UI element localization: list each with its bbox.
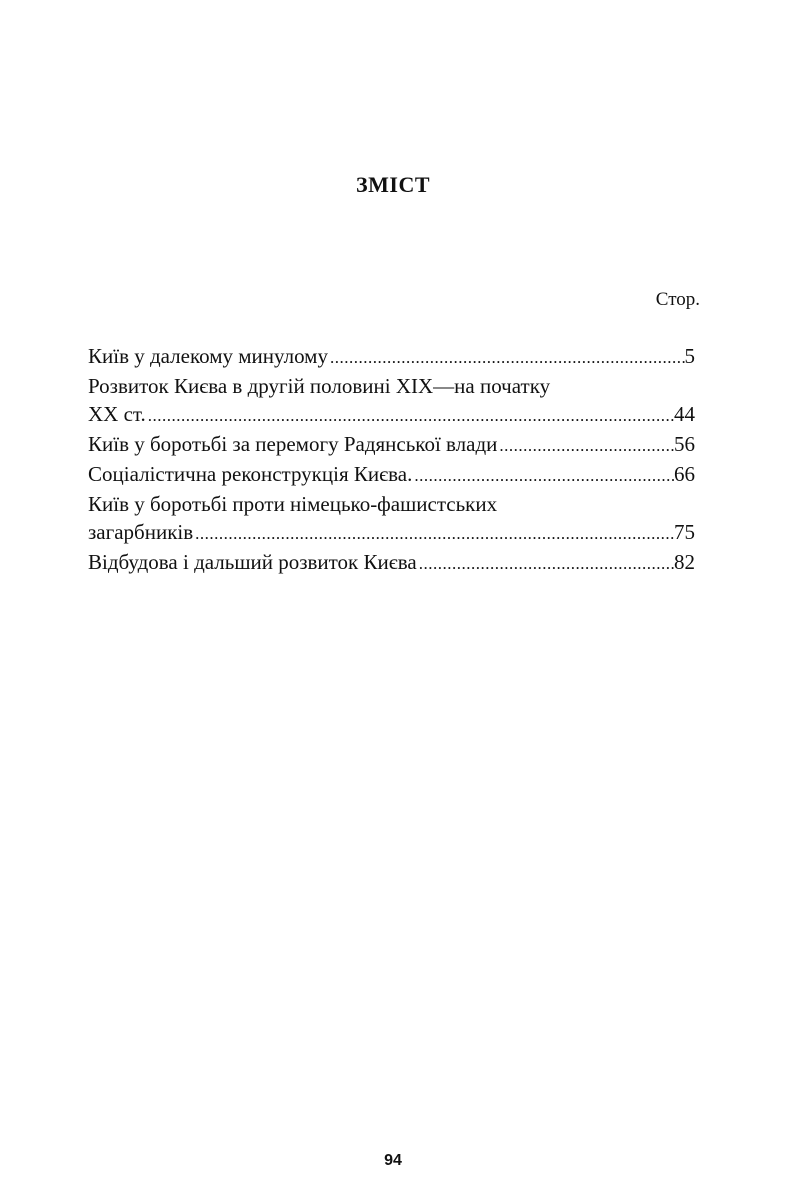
toc-entry-page: 44 bbox=[674, 402, 695, 426]
toc-entry-line bbox=[88, 342, 695, 372]
toc-entry[interactable] bbox=[88, 430, 695, 460]
toc-entry-title-continued: загарбників bbox=[88, 520, 194, 544]
toc-entry[interactable] bbox=[88, 548, 695, 578]
toc-entry-title: Соціалістична реконструкція Києва. bbox=[88, 462, 413, 486]
toc-entry[interactable] bbox=[88, 460, 695, 490]
toc-entry-line bbox=[88, 372, 695, 400]
toc-entry-title-continued: ХХ ст. bbox=[88, 402, 146, 426]
toc-entry-title: Київ у боротьбі за перемогу Радянської влади bbox=[88, 432, 498, 456]
toc-entry-line bbox=[88, 548, 695, 578]
toc-entry-page: 5 bbox=[684, 344, 695, 368]
toc-leader-dots bbox=[328, 344, 685, 372]
toc-leader-dots bbox=[412, 462, 674, 490]
toc-entry-page: 75 bbox=[674, 520, 695, 544]
toc-entry[interactable] bbox=[88, 342, 695, 372]
toc-leader-dots bbox=[146, 402, 674, 430]
toc-entry-title: Київ у далекому минулому bbox=[88, 344, 328, 368]
page-title: ЗМІСТ bbox=[356, 172, 430, 197]
page-column-label: Стор. bbox=[655, 289, 700, 310]
toc-entry-line bbox=[88, 400, 695, 430]
toc-entry-line bbox=[88, 518, 695, 548]
toc-entry-page: 82 bbox=[674, 550, 695, 574]
table-of-contents bbox=[88, 342, 695, 578]
toc-entry[interactable] bbox=[88, 372, 695, 430]
toc-entry-title: Київ у боротьбі проти німецько-фашистських bbox=[88, 492, 498, 516]
toc-leader-dots bbox=[417, 550, 674, 578]
toc-entry[interactable] bbox=[88, 490, 695, 548]
toc-entry-line bbox=[88, 430, 695, 460]
page-number: 94 bbox=[384, 1152, 402, 1169]
toc-leader-dots bbox=[193, 520, 674, 548]
toc-entry-line bbox=[88, 490, 695, 518]
toc-entry-line bbox=[88, 460, 695, 490]
toc-leader-dots bbox=[497, 432, 674, 460]
toc-entry-title: Розвиток Києва в другій половині ХІХ—на початку bbox=[88, 374, 551, 398]
toc-entry-title: Відбудова і дальший розвиток Києва bbox=[88, 550, 417, 574]
toc-entry-page: 66 bbox=[674, 462, 695, 486]
toc-entry-page: 56 bbox=[674, 432, 695, 456]
